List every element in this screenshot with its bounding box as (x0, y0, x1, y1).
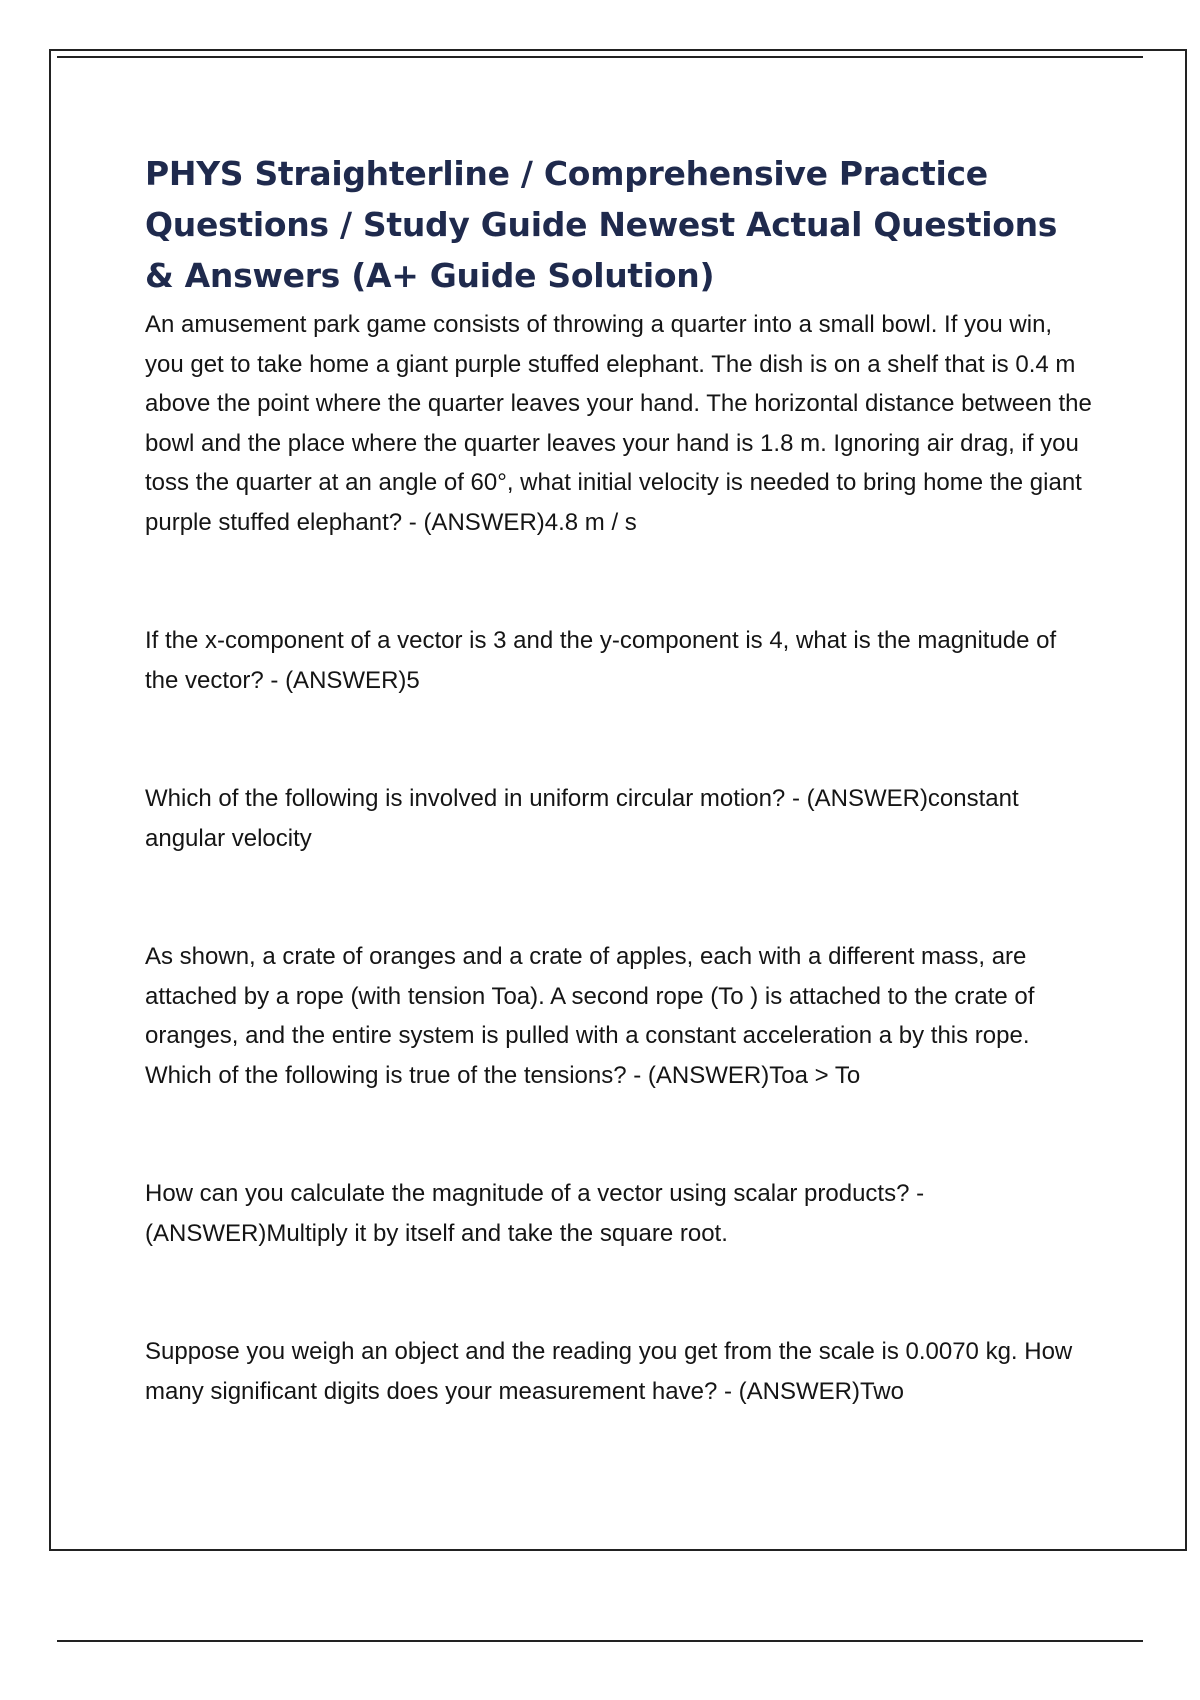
footer-rule (57, 1640, 1143, 1642)
answer-text: (ANSWER)constant angular velocity (145, 785, 1019, 852)
qa-item (145, 779, 1095, 858)
answer-text: (ANSWER)Two (738, 1377, 904, 1405)
document-title: PHYS Straighterline / Comprehensive Practice Questions / Study Guide Newest Actual Questions & Answers (A+ Guide Solution) (145, 154, 1058, 295)
question-text: As shown, a crate of oranges and a crate of apples, each with a different mass, are attached by a rope (with tension Toa). A second rope (To ) is attached to the crate of oranges, and the entire system is pulled with a constant acceleration a by this rope. Which of the following is true of the tensions? - (145, 943, 1034, 1089)
qa-item (145, 1332, 1095, 1411)
qa-item (145, 937, 1095, 1095)
answer-text: (ANSWER)4.8 m / s (423, 508, 637, 536)
qa-item (145, 305, 1095, 542)
answer-text: (ANSWER)Toa > To (647, 1061, 861, 1089)
qa-list (145, 305, 1095, 1411)
qa-item (145, 1174, 1095, 1253)
question-text: If the x-component of a vector is 3 and the y-component is 4, what is the magnitude of the vector? - (145, 627, 1056, 694)
question-text: How can you calculate the magnitude of a vector using scalar products? - (145, 1180, 924, 1207)
document-body (145, 148, 1095, 1411)
question-text: Which of the following is involved in uniform circular motion? - (145, 785, 807, 812)
answer-text: (ANSWER)5 (285, 666, 420, 694)
question-text: An amusement park game consists of throwing a quarter into a small bowl. If you win, you get to take home a giant purple stuffed elephant. The dish is on a shelf that is 0.4 m above the point where the quarter leaves your hand. The horizontal distance between the bowl and the place where the quarter leaves your hand is 1.8 m. Ignoring air drag, if you toss the quarter at an angle of 60°, what initial velocity is needed to bring home the giant purple stuffed elephant? - (145, 311, 1092, 536)
question-text: Suppose you weigh an object and the reading you get from the scale is 0.0070 kg. How many significant digits does your measurement have? - (145, 1338, 1072, 1405)
answer-text: (ANSWER)Multiply it by itself and take the square root. (145, 1219, 728, 1247)
header-rule (57, 56, 1143, 58)
qa-item (145, 621, 1095, 700)
